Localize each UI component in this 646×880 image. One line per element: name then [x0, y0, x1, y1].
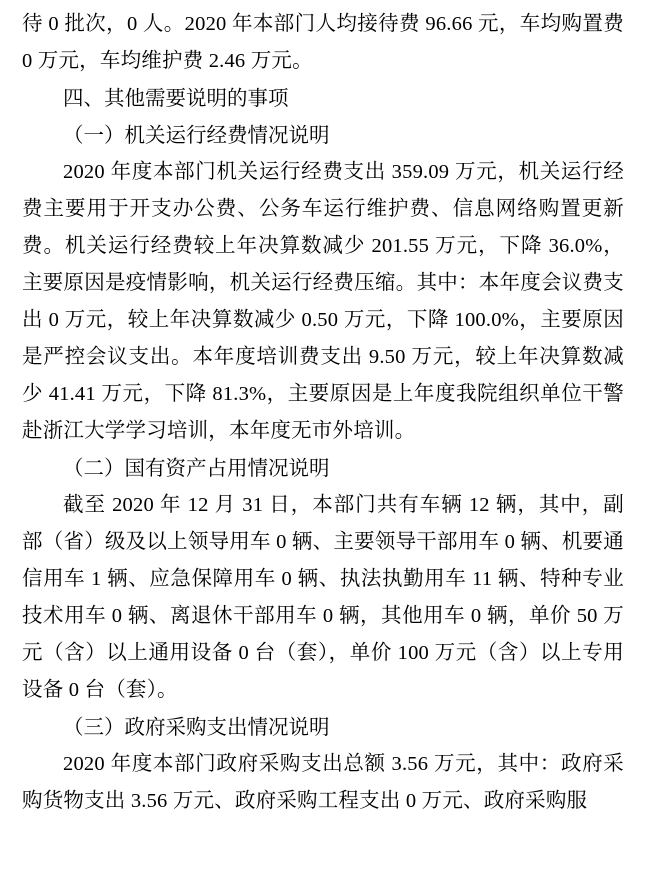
paragraph-state-assets: 截至 2020 年 12 月 31 日，本部门共有车辆 12 辆，其中，副部（省）级及以上领导用车 0 辆、主要领导干部用车 0 辆、机要通信用车 1 辆、应急保障用车 0 辆、执法执勤用车 11 辆、特种专业技术用车 0 辆、离退休干部用车 0 辆，其他用车 0 辆，单价 50 万元（含）以上通用设备 0 台（套），单价 100 万元（含）以上专用设备 0 台（套）。 — [22, 494, 624, 701]
paragraph-continuation: 待 0 批次，0 人。2020 年本部门人均接待费 96.66 元，车均购置费 0 万元，车均维护费 2.46 万元。 — [22, 13, 624, 72]
subsection-heading-government-procurement: （三）政府采购支出情况说明 — [63, 716, 330, 739]
paragraph-operating-expenses: 2020 年度本部门机关运行经费支出 359.09 万元，机关运行经费主要用于开支办公费、公务车运行维护费、信息网络购置更新费。机关运行经费较上年决算数减少 201.55 万元，下降 36.0%，主要原因是疫情影响，机关运行经费压缩。其中：本年度会议费支出 0 万元，较上年决算数减少 0.50 万元，下降 100.0%，主要原因是严控会议支出。本年度培训费支出 9.50 万元，较上年决算数减少 41.41 万元，下降 81.3%，主要原因是上年度我院组织单位干警赴浙江大学学习培训，本年度无市外培训。 — [22, 161, 624, 442]
subsection-heading-state-assets: （二）国有资产占用情况说明 — [63, 457, 330, 480]
paragraph-government-procurement: 2020 年度本部门政府采购支出总额 3.56 万元，其中：政府采购货物支出 3.56 万元、政府采购工程支出 0 万元、政府采购服 — [22, 753, 624, 812]
subsection-heading-operating-expenses: （一）机关运行经费情况说明 — [63, 124, 330, 147]
section-heading-other-matters: 四、其他需要说明的事项 — [63, 87, 289, 110]
